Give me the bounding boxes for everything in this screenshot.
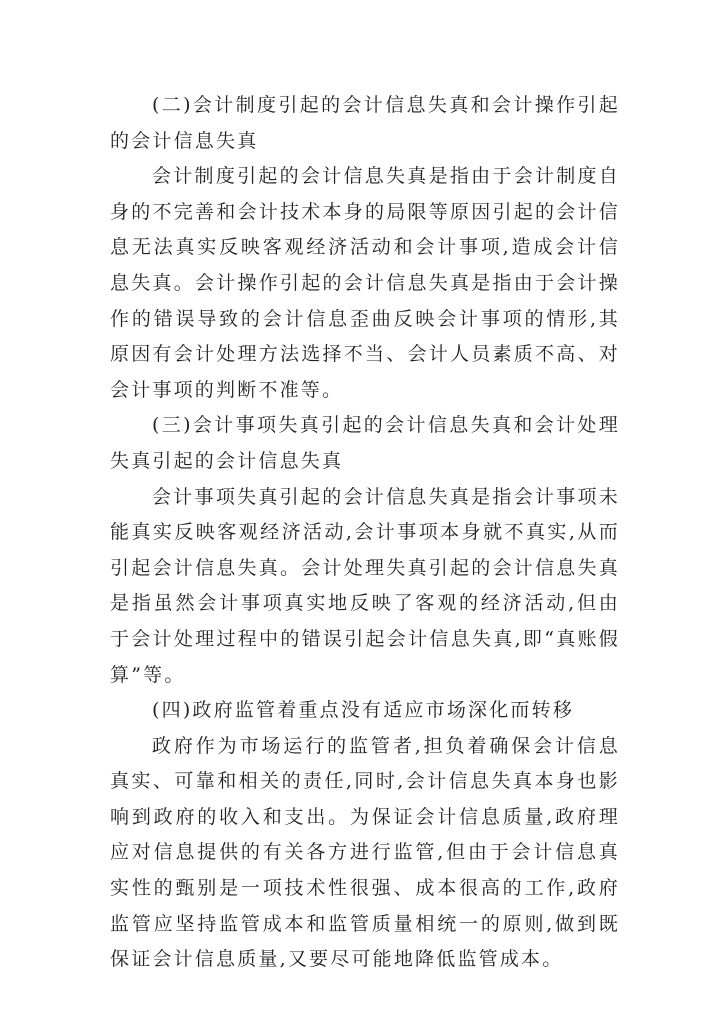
section-heading-4: (四)政府监管着重点没有适应市场深化而转移 [152, 699, 575, 722]
section-paragraph-4: 政府作为市场运行的监管者,担负着确保会计信息真实、可靠和相关的责任,同时,会计信息失真本身也影响到政府的收入和支出。为保证会计信息质量,政府理应对信息提供的有关各方进行监管,但由于会计信息真实性的甄别是一项技术性很强、成本很高的工作,政府监管应坚持监管成本和监管质量相统一的原则,做到既保证会计信息质量,又要尽可能地降低监管成本。 [110, 734, 620, 971]
section-paragraph-3: 会计事项失真引起的会计信息失真是指会计事项未能真实反映客观经济活动,会计事项本身就不真实,从而引起会计信息失真。会计处理失真引起的会计信息失真是指虽然会计事项真实地反映了客观的经济活动,但由于会计处理过程中的错误引起会计信息失真,即“真账假算”等。 [110, 485, 620, 686]
section-paragraph-2: 会计制度引起的会计信息失真是指由于会计制度自身的不完善和会计技术本身的局限等原因引起的会计信息无法真实反映客观经济活动和会计事项,造成会计信息失真。会计操作引起的会计信息失真是指由于会计操作的错误导致的会计信息歪曲反映会计事项的情形,其原因有会计处理方法选择不当、会计人员素质不高、对会计事项的判断不准等。 [110, 165, 620, 401]
section-heading-3: (三)会计事项失真引起的会计信息失真和会计处理失真引起的会计信息失真 [110, 414, 620, 472]
section-heading-2: (二)会计制度引起的会计信息失真和会计操作引起的会计信息失真 [110, 94, 620, 152]
document-body [110, 88, 620, 978]
